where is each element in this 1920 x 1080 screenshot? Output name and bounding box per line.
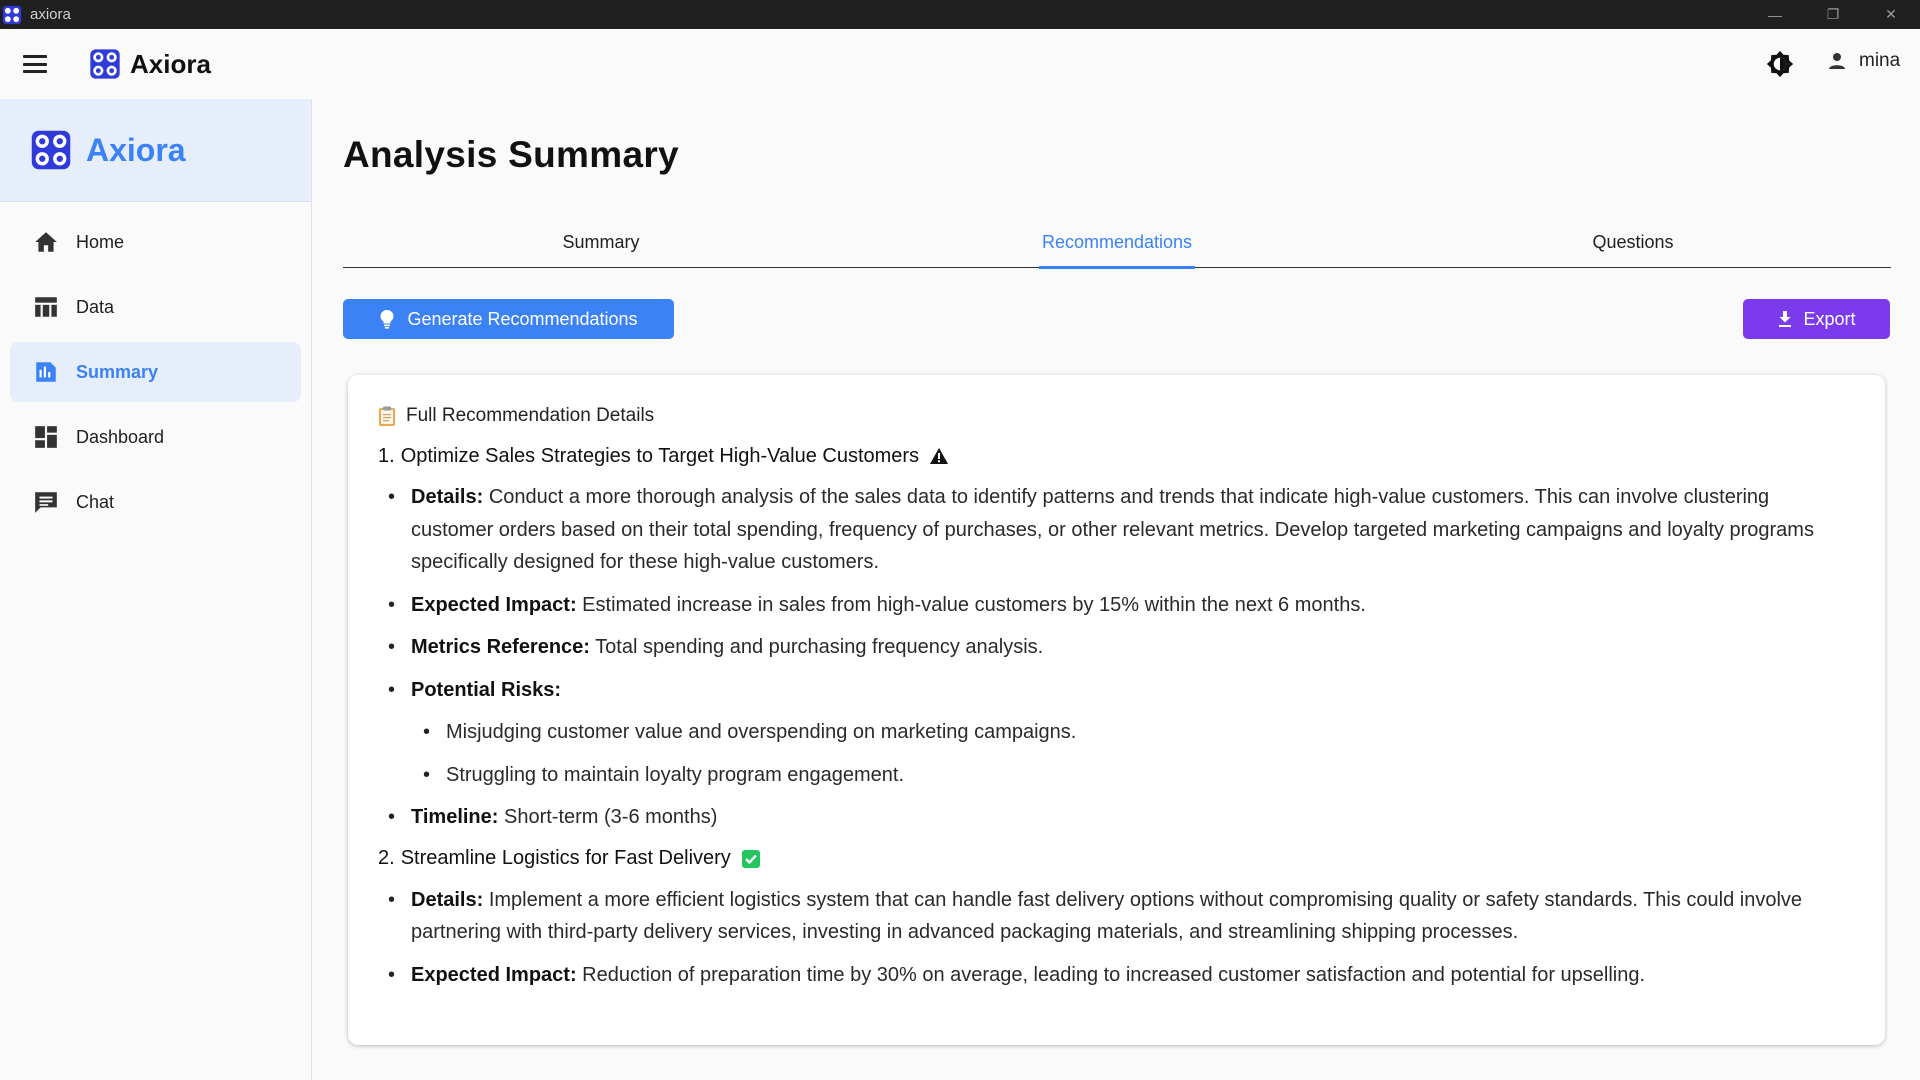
sidebar-item-home[interactable] <box>10 212 301 272</box>
main-content <box>343 99 1891 1080</box>
dashboard-icon <box>32 423 60 451</box>
generate-recommendations-label: Generate Recommendations <box>407 308 638 329</box>
recommendation-title <box>378 441 1851 471</box>
recommendation-scroll-area[interactable] <box>348 375 1885 1015</box>
minimize-icon[interactable]: — <box>1768 6 1782 23</box>
sidebar-item-chat[interactable] <box>10 472 301 532</box>
theme-toggle-icon[interactable] <box>1765 49 1795 79</box>
sidebar-item-label: Data <box>76 296 115 317</box>
brand-logo-icon <box>89 48 121 80</box>
tab-recommendations[interactable]: Recommendations <box>859 217 1375 267</box>
home-icon <box>32 228 60 256</box>
header-brand-text: Axiora <box>130 48 211 79</box>
list-item: • Struggling to maintain loyalty program engagement. <box>423 759 1851 792</box>
list-item: • Details: Conduct a more thorough analysis of the sales data to identify patterns and trends that indicate high-value customers. This can involve clustering customer orders based on their total spending, frequency of purchases, or other relevant metrics. Develop targeted marketing campaigns and loyalty programs specifically designed for these high-value customers. <box>388 481 1851 579</box>
warning-icon <box>929 447 949 465</box>
sidebar-nav <box>0 202 311 547</box>
list-item: • Metrics Reference: Total spending and purchasing frequency analysis. <box>388 631 1851 664</box>
recommendation-title <box>378 844 1851 874</box>
download-icon <box>1777 310 1793 328</box>
list-item: • Details: Implement a more efficient logistics system that can handle fast delivery options without compromising quality or safety standards. This could involve partnering with third-party delivery services, investing in advanced packaging materials, and streamlining shipping processes. <box>388 884 1851 949</box>
clipboard-icon <box>378 405 396 427</box>
recommendation-card[interactable] <box>348 375 1885 1045</box>
recommendation-title-text: Streamline Logistics for Fast Delivery <box>400 847 731 869</box>
list-item: • Misjudging customer value and overspending on marketing campaigns. <box>423 716 1851 749</box>
generate-recommendations-button[interactable] <box>343 299 674 339</box>
table-icon <box>32 293 60 321</box>
recommendation-number: 2. <box>378 847 395 869</box>
sidebar <box>0 99 312 1080</box>
list-item: • Expected Impact: Reduction of preparation time by 30% on average, leading to increased customer satisfaction and potential for upselling. <box>388 959 1851 992</box>
sidebar-brand <box>0 99 311 202</box>
app-header <box>0 29 1920 99</box>
card-heading-text: Full Recommendation Details <box>406 405 655 426</box>
list-item: • Expected Impact: Estimated increase in sales from high-value customers by 15% within the next 6 months. <box>388 589 1851 622</box>
lightbulb-icon <box>379 309 395 329</box>
sidebar-logo-icon <box>30 129 72 171</box>
risk-list <box>423 716 1851 791</box>
user-icon <box>1825 49 1849 73</box>
menu-icon[interactable] <box>22 53 48 75</box>
tab-summary[interactable]: Summary <box>562 231 640 252</box>
header-brand[interactable] <box>89 48 211 80</box>
recommendation-number: 1. <box>378 444 395 467</box>
user-menu[interactable] <box>1825 49 1900 73</box>
chat-icon <box>32 488 60 516</box>
card-heading <box>378 401 1851 431</box>
recommendation-detail-list <box>388 481 1851 834</box>
os-titlebar <box>0 0 1920 29</box>
export-label: Export <box>1803 308 1856 329</box>
sidebar-item-label: Summary <box>76 361 159 382</box>
recommendation-detail-list <box>388 884 1851 992</box>
list-item: • Potential Risks: • Misjudging customer value and overspending on marketing campaigns. • Struggling to maintain loyalty program engagement. <box>388 674 1851 792</box>
tab-bar <box>343 217 1891 268</box>
check-icon <box>741 849 761 869</box>
sidebar-item-label: Chat <box>76 491 115 512</box>
sidebar-item-label: Dashboard <box>76 426 165 447</box>
sidebar-item-label: Home <box>76 231 125 252</box>
page-title: Analysis Summary <box>343 134 679 175</box>
summary-icon <box>32 358 60 386</box>
list-item: • Timeline: Short-term (3-6 months) <box>388 801 1851 834</box>
sidebar-item-summary[interactable] <box>10 342 301 402</box>
sidebar-brand-text: Axiora <box>86 131 186 168</box>
export-button[interactable] <box>1743 299 1890 339</box>
sidebar-item-data[interactable] <box>10 277 301 337</box>
close-icon[interactable]: ✕ <box>1885 6 1897 22</box>
restore-icon[interactable]: ❐ <box>1826 6 1840 22</box>
window-title: axiora <box>30 6 71 23</box>
user-name: mina <box>1859 50 1901 71</box>
tab-questions[interactable]: Questions <box>1592 231 1674 252</box>
sidebar-item-dashboard[interactable] <box>10 407 301 467</box>
app-logo-icon <box>2 5 22 25</box>
recommendation-title-text: Optimize Sales Strategies to Target High-Value Customers <box>400 444 920 467</box>
